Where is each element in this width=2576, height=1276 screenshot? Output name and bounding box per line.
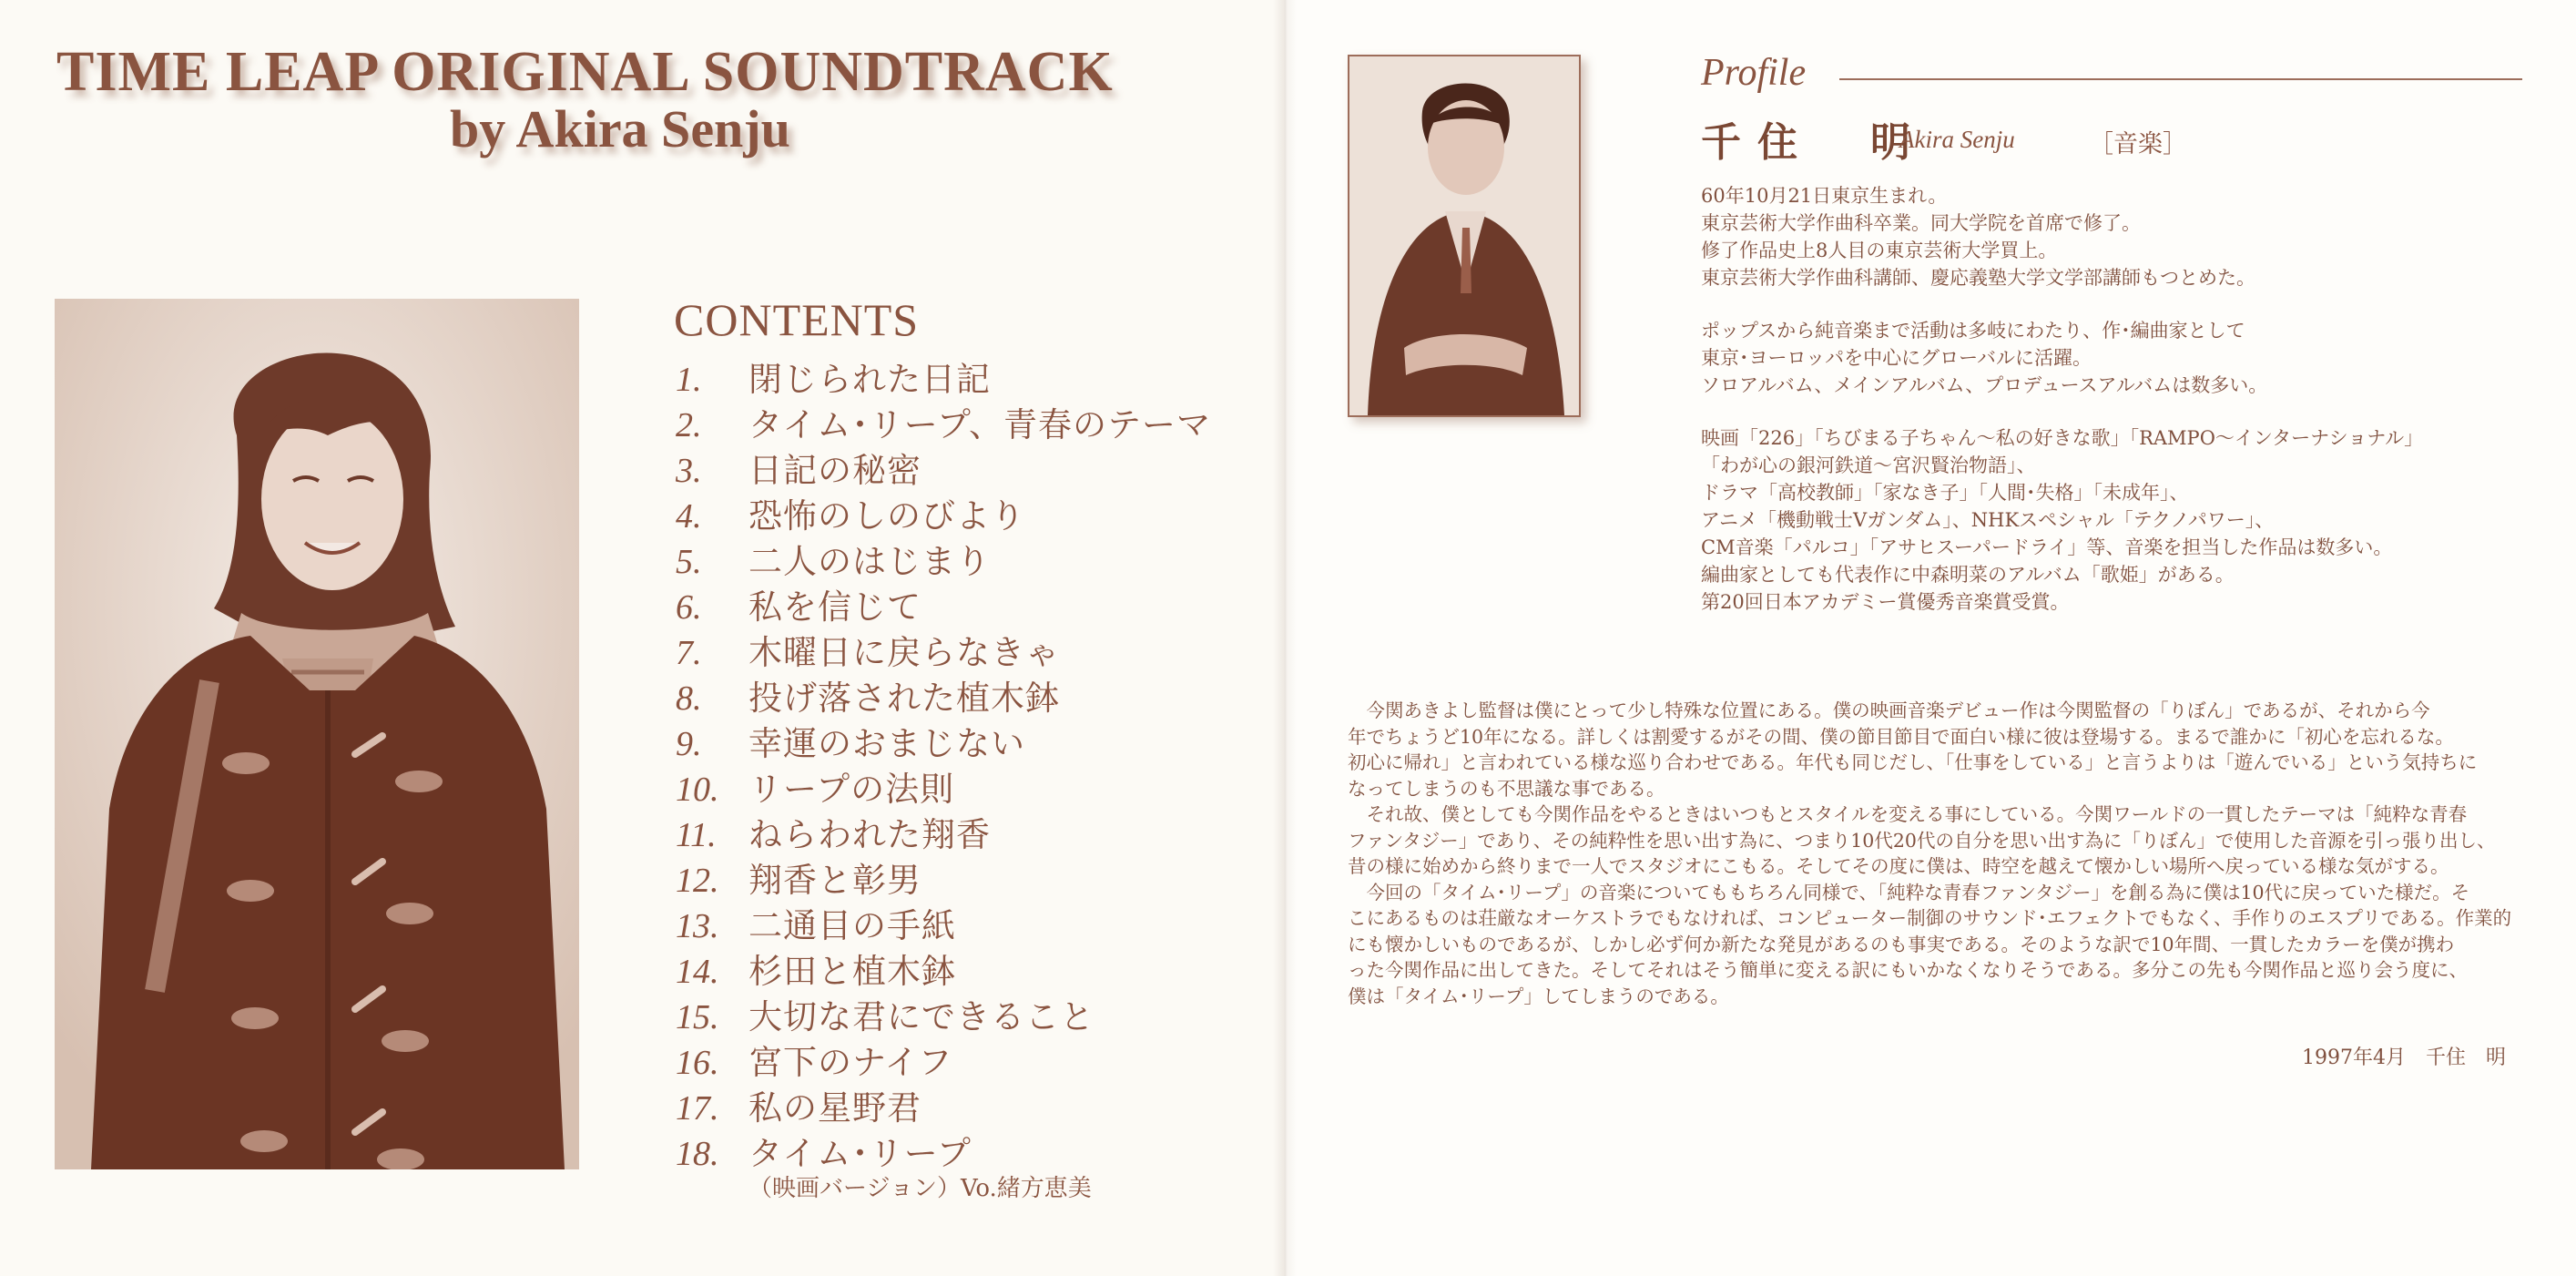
bio-paragraph-2 xyxy=(1701,317,2267,399)
track-item xyxy=(676,944,1211,989)
essay-line: なってしまうのも不思議な事である。 xyxy=(1348,777,1665,800)
bio-paragraph-3 xyxy=(1701,424,2423,616)
track-number: 13. xyxy=(676,907,719,945)
track-number: 18. xyxy=(676,1135,719,1173)
essay-signature: 1997年4月 千住 明 xyxy=(2302,1046,2506,1069)
track-title: 翔香と彰男 xyxy=(748,861,921,900)
track-title: 二通目の手紙 xyxy=(748,906,956,945)
bio-line: 編曲家としても代表作に中森明菜のアルバム「歌姫」がある。 xyxy=(1701,564,2235,586)
track-item xyxy=(676,852,1211,898)
essay-line: にも懐かしいものであるが、しかし必ず何か新たな発見があるのも事実である。そのような訳で10年間、一貫したカラーを僕が携わ xyxy=(1348,933,2455,955)
track-number: 12. xyxy=(676,862,719,900)
track-item xyxy=(676,352,1211,397)
bio-line: 東京芸術大学作曲科卒業。同大学院を首席で修了。 xyxy=(1701,212,2141,234)
essay-line: 年でちょうど10年になる。詳しくは割愛するがその間、僕の節目節目で面白い様に彼は登場する。まるで誰かに「初心を忘れるな。 xyxy=(1348,725,2454,748)
track-title: 投げ落された植木鉢 xyxy=(748,679,1060,718)
track-item xyxy=(676,488,1211,534)
track-title: 日記の秘密 xyxy=(748,451,921,490)
track-number: 17. xyxy=(676,1089,719,1128)
composer-essay xyxy=(1348,698,2531,1009)
track-title: 恐怖のしのびより xyxy=(748,496,1025,536)
bio-line: 第20回日本アカデミー賞優秀音楽賞受賞。 xyxy=(1701,591,2070,613)
track-number: 10. xyxy=(676,771,719,809)
bio-line: ポップスから純音楽まで活動は多岐にわたり、作･編曲家として xyxy=(1701,320,2245,342)
bio-line: 映画「226」「ちびまる子ちゃん～私の好きな歌」「RAMPO～インターナショナル」 xyxy=(1701,427,2424,449)
track-number: 7. xyxy=(676,634,702,672)
essay-line: 僕は「タイム･リープ」してしまうのである。 xyxy=(1348,985,1729,1007)
composer-name-en: Akira Senju xyxy=(1899,126,2015,153)
track-number: 2. xyxy=(676,406,702,444)
bio-line: ドラマ「高校教師」「家なき子」「人間･失格」「未成年」、 xyxy=(1701,482,2189,504)
track-item xyxy=(676,989,1211,1035)
track-title: リープの法則 xyxy=(748,770,955,809)
track-number: 8. xyxy=(676,679,702,718)
track-title: 杉田と植木鉢 xyxy=(748,952,956,991)
track-title: 私の星野君 xyxy=(748,1088,921,1128)
track-item xyxy=(676,898,1211,944)
track-title: タイム･リープ、青春のテーマ xyxy=(748,405,1211,444)
composer-name-jp: 千住 明 xyxy=(1701,119,1927,166)
track-number: 15. xyxy=(676,998,719,1036)
track-title: タイム･リープ xyxy=(748,1134,972,1173)
track-item xyxy=(676,397,1211,443)
bio-line: 修了作品史上8人目の東京芸術大学買上。 xyxy=(1701,240,2058,261)
essay-line: った今関作品に出してきた。そしてそれはそう簡単に変える訳にもいかなくなりそうである。多分この先も今関作品と巡り会う度に、 xyxy=(1348,959,2468,981)
bio-paragraph-1 xyxy=(1701,182,2255,291)
track-number: 11. xyxy=(676,816,717,854)
track-number: 3. xyxy=(676,452,702,490)
track-title: 閉じられた日記 xyxy=(748,360,991,399)
track-number: 5. xyxy=(676,543,702,581)
track-item xyxy=(676,1080,1211,1126)
track-title: 二人のはじまり xyxy=(748,542,991,581)
bio-line: CM音楽「パルコ」「アサヒスーパードライ」等、音楽を担当した作品は数多い。 xyxy=(1701,536,2393,558)
track-item xyxy=(676,625,1211,670)
cover-photo xyxy=(55,299,579,1169)
essay-line: 初心に帰れ」と言われている様な巡り合わせである。年代も同じだし、「仕事をしている」と言うよりは「遊んでいる」という気持ちに xyxy=(1348,751,2478,773)
bio-line: 東京･ヨーロッパを中心にグローバルに活躍。 xyxy=(1701,347,2092,369)
track-item xyxy=(676,534,1211,579)
track-item xyxy=(676,1035,1211,1080)
essay-line: こにあるものは荘厳なオーケストラでもなければ、コンピューター制御のサウンド･エフェクトでもなく、手作りのエスプリである。作業的 xyxy=(1348,907,2512,929)
track-number: 16. xyxy=(676,1044,719,1082)
essay-line: ファンタジー」であり、その純粋性を思い出す為に、つまり10代20代の自分を思い出す為に「りぼん」で使用した音源を引っ張り出し、 xyxy=(1348,829,2496,852)
bio-line: ソロアルバム、メインアルバム、プロデュースアルバムは数多い。 xyxy=(1701,374,2268,396)
essay-line: それ故、僕としても今関作品をやるときはいつもとスタイルを変える事にしている。今関ワールドの一貫したテーマは「純粋な青春 xyxy=(1348,803,2468,825)
track-title: 宮下のナイフ xyxy=(748,1043,953,1082)
album-subtitle: by Akira Senju xyxy=(450,99,790,158)
contents-heading: CONTENTS xyxy=(674,294,920,345)
essay-line: 今回の「タイム･リープ」の音楽についてももちろん同様で、「純粋な青春ファンタジー」を創る為に僕は10代に戻っていた様だ。そ xyxy=(1348,881,2470,903)
track-number: 14. xyxy=(676,953,719,991)
track-item xyxy=(676,807,1211,852)
booklet-fold xyxy=(1273,0,1297,1276)
composer-role: ［音楽］ xyxy=(2089,130,2187,158)
track-title: 大切な君にできること xyxy=(748,997,1095,1036)
track-title: 幸運のおまじない xyxy=(748,724,1025,763)
track-18-note: （映画バージョン）Vo.緒方恵美 xyxy=(748,1175,1092,1202)
track-item xyxy=(676,579,1211,625)
bio-line: 東京芸術大学作曲科講師、慶応義塾大学文学部講師もつとめた。 xyxy=(1701,267,2255,289)
track-item xyxy=(676,443,1211,488)
track-number: 9. xyxy=(676,725,702,763)
bio-line: 60年10月21日東京生まれ。 xyxy=(1701,185,1948,207)
track-list xyxy=(676,352,1211,1171)
essay-line: 昔の様に始めから終りまで一人でスタジオにこもる。そしてその度に僕は、時空を越えて懐かしい場所へ戻っている様な気がする。 xyxy=(1348,855,2449,877)
track-title: ねらわれた翔香 xyxy=(748,815,991,854)
track-item xyxy=(676,761,1211,807)
bio-line: 「わが心の銀河鉄道～宮沢賢治物語」、 xyxy=(1701,454,2036,476)
album-title: TIME LEAP ORIGINAL SOUNDTRACK xyxy=(56,41,1114,103)
track-item xyxy=(676,1126,1211,1171)
profile-rule xyxy=(1839,78,2522,80)
track-item xyxy=(676,716,1211,761)
profile-label: Profile xyxy=(1701,52,1807,94)
track-number: 6. xyxy=(676,588,702,627)
composer-portrait xyxy=(1348,55,1581,417)
bio-line: アニメ「機動戦士Vガンダム」、NHKスペシャル「テクノパワー」、 xyxy=(1701,509,2275,531)
track-item xyxy=(676,670,1211,716)
track-number: 1. xyxy=(676,361,702,399)
track-title: 私を信じて xyxy=(748,587,921,627)
track-title: 木曜日に戻らなきゃ xyxy=(748,633,1060,672)
track-number: 4. xyxy=(676,497,702,536)
essay-line: 今関あきよし監督は僕にとって少し特殊な位置にある。僕の映画音楽デビュー作は今関監督の「りぼん」であるが、それから今 xyxy=(1348,699,2430,721)
